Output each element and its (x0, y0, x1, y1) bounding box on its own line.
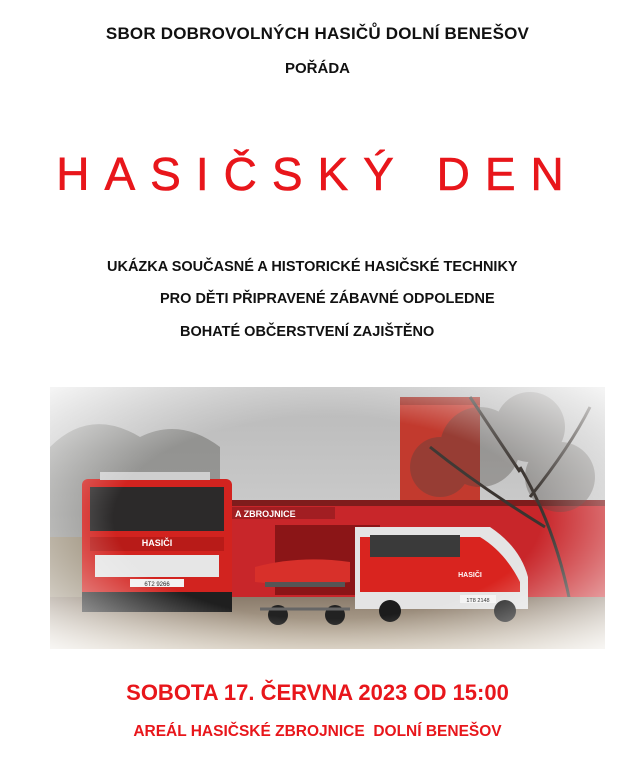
event-venue: AREÁL HASIČSKÉ ZBROJNICE DOLNÍ BENEŠOV (133, 723, 502, 740)
feature-refreshments: BOHATÉ OBČERSTVENÍ ZAJIŠTĚNO (180, 324, 435, 340)
event-date-time: SOBOTA 17. ČERVNA 2023 OD 15:00 (126, 680, 509, 705)
feature-technology: UKÁZKA SOUČASNÉ A HISTORICKÉ HASIČSKÉ TECHNIKY (107, 259, 518, 275)
event-title: HASIČSKÝ DEN (56, 148, 579, 200)
fire-station-photo (50, 387, 605, 649)
presents-label: POŘÁDA (284, 60, 350, 77)
organizer-heading: SBOR DOBROVOLNÝCH HASIČŮ DOLNÍ BENEŠOV (105, 24, 530, 43)
feature-kids-program: PRO DĚTI PŘIPRAVENÉ ZÁBAVNÉ ODPOLEDNE (160, 291, 495, 307)
